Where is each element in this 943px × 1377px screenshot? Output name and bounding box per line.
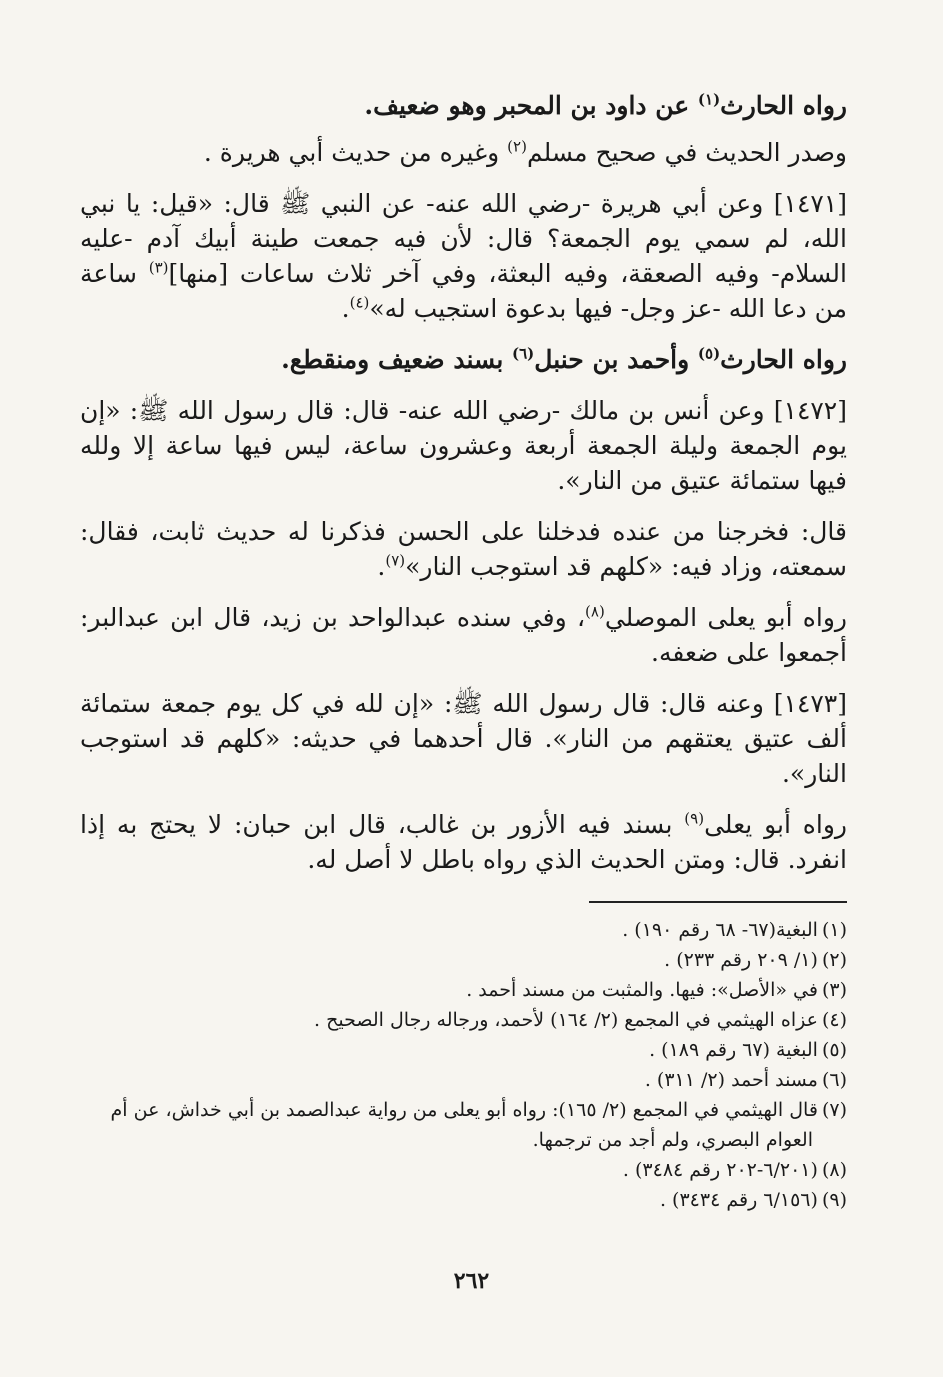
footnote-ref: (٥) [697,344,721,363]
footnote-ref: (٨) [585,602,605,621]
hadith-1472: [١٤٧٢] وعن أنس بن مالك -رضي الله عنه- قال: قال رسول الله ﷺ: «إن يوم الجمعة وليلة الجمعة أربعة وعشرون ساعة، ليس فيها ساعة إلا ولله فيها ستمائة عتيق من النار». [80,396,847,495]
narration-note-2: رواه الحارث$^{(٥)}$ وأحمد بن حنبل$^{(٦)}$ بسند ضعيف ومنقطع. [281,344,847,374]
footnotes-section [80,915,847,1215]
footnote-continuation: العوام البصري، ولم أجد من ترجمها. [532,1129,813,1151]
footnote-item: (٩)(٦/١٥٦ رقم ٣٤٣٤) . [659,1189,847,1211]
footnote-ref: (٣) [148,258,169,277]
note-paragraph: رواه أبو يعلى الموصلي$^{(٨)}$، وفي سنده عبدالواحد بن زيد، قال ابن عبدالبر: أجمعوا على ضعفه. [80,602,847,667]
note-paragraph: وصدر الحديث في صحيح مسلم$^{(٢)}$ وغيره من حديث أبي هريرة . [203,137,847,167]
footnote-item: (٦)مسند أحمد (٢/ ٣١١) . [644,1069,847,1091]
footnote-divider [589,901,847,903]
footnote-item: (٤)عزاه الهيثمي في المجمع (٢/ ١٦٤) لأحمد، ورجاله رجال الصحيح . [314,1009,847,1031]
hadith-1473: [١٤٧٣] وعنه قال: قال رسول الله ﷺ: «إن لله في كل يوم جمعة ستمائة ألف عتيق يعتقهم من النار». قال أحدهما في حديثه: «كلهم قد استوجب النار». [80,689,847,788]
page-number: ٢٦٢ [453,1268,490,1294]
note-paragraph: رواه أبو يعلى$^{(٩)}$ بسند فيه الأزور بن غالب، قال ابن حبان: لا يحتج به إذا انفرد. قال: ومتن الحديث الذي رواه باطل لا أصل له. [80,809,847,874]
footnote-item: (٧)قال الهيثمي في المجمع (٢/ ١٦٥): رواه أبو يعلى من رواية عبدالصمد بن أبي خداش، عن أم [110,1099,847,1121]
footnote-ref: (٢) [507,137,527,156]
footnote-item: (٨)(٦/٢٠١-٢٠٢ رقم ٣٤٨٤) . [622,1159,847,1181]
footnote-item: (٥)البغية (٦٧ رقم ١٨٩) . [649,1039,847,1061]
hadith-1471: [١٤٧١] وعن أبي هريرة -رضي الله عنه- عن النبي ﷺ قال: «قيل: يا نبي الله، لم سمي يوم الجمعة؟ قال: لأن فيه جمعت طينة أبيك آدم -عليه السلام- وفيه الصعقة، وفيه البعثة، وفي آخر ثلاث ساعات [منها]$^{(٣)}$ ساعة من دعا الله -عز وجل- فيها بدعوة استجيب له»$^{(٤)}$. [80,189,847,323]
footnote-ref: (٧) [385,551,406,570]
footnote-item: (٣)في «الأصل»: فيها. والمثبت من مسند أحمد . [466,979,847,1001]
footnote-ref: (١) [697,90,721,109]
footnote-ref: (٤) [349,293,370,312]
note-paragraph: قال: فخرجنا من عنده فدخلنا على الحسن فذكرنا له حديث ثابت، فقال: سمعته، وزاد فيه: «كلهم قد استوجب النار»$^{(٧)}$. [80,517,847,581]
footnote-ref: (٩) [684,809,705,828]
narration-note-1: رواه الحارث$^{(١)}$ عن داود بن المحبر وهو ضعيف. [364,90,847,120]
footnote-ref: (٦) [511,344,535,363]
footnote-item: (٢)(١/ ٢٠٩ رقم ٢٣٣) . [664,949,847,971]
footnote-item: (١)البغية(٦٧- ٦٨ رقم ١٩٠) . [622,919,847,941]
